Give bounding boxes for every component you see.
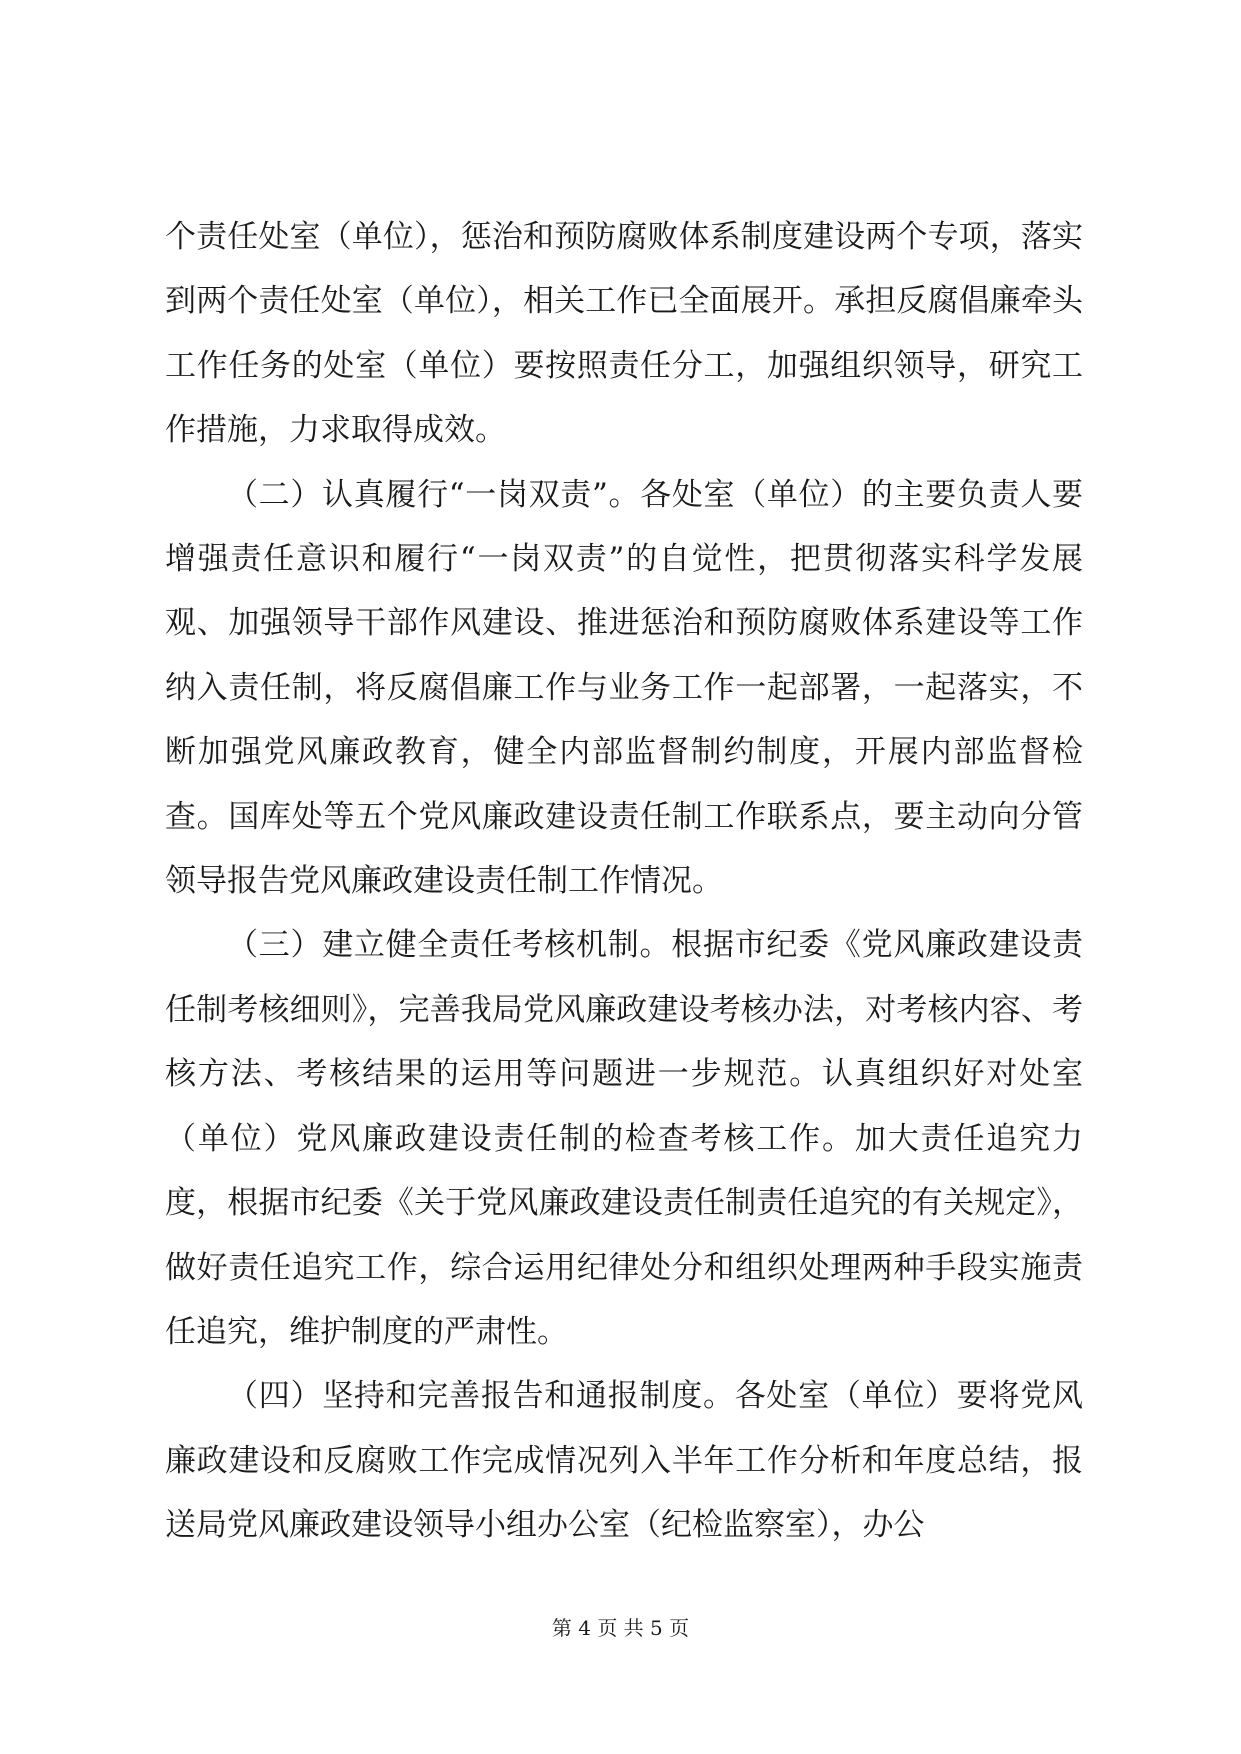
document-body	[165, 205, 1083, 1558]
paragraph-section-3: （三）建立健全责任考核机制。根据市纪委《党风廉政建设责任制考核细则》，完善我局党风廉政建设考核办法，对考核内容、考核方法、考核结果的运用等问题进一步规范。认真组织好对处室（单位）党风廉政建设责任制的检查考核工作。加大责任追究力度，根据市纪委《关于党风廉政建设责任制责任追究的有关规定》，做好责任追究工作，综合运用纪律处分和组织处理两种手段实施责任追究，维护制度的严肃性。	[165, 927, 1083, 1350]
page-footer: 第 4 页 共 5 页	[551, 1616, 690, 1640]
paragraph-section-2: （二）认真履行“一岗双责”。各处室（单位）的主要负责人要增强责任意识和履行“一岗双责”的自觉性，把贯彻落实科学发展观、加强领导干部作风建设、推进惩治和预防腐败体系建设等工作纳入责任制，将反腐倡廉工作与业务工作一起部署，一起落实，不断加强党风廉政教育，健全内部监督制约制度，开展内部监督检查。国库处等五个党风廉政建设责任制工作联系点，要主动向分管领导报告党风廉政建设责任制工作情况。	[165, 476, 1083, 900]
paragraph-section-4: （四）坚持和完善报告和通报制度。各处室（单位）要将党风廉政建设和反腐败工作完成情况列入半年工作分析和年度总结，报送局党风廉政建设领导小组办公室（纪检监察室），办公	[165, 1378, 1083, 1544]
paragraph-continuation: 个责任处室（单位），惩治和预防腐败体系制度建设两个专项，落实到两个责任处室（单位），相关工作已全面展开。承担反腐倡廉牵头工作任务的处室（单位）要按照责任分工，加强组织领导，研究工作措施，力求取得成效。	[165, 219, 1083, 449]
